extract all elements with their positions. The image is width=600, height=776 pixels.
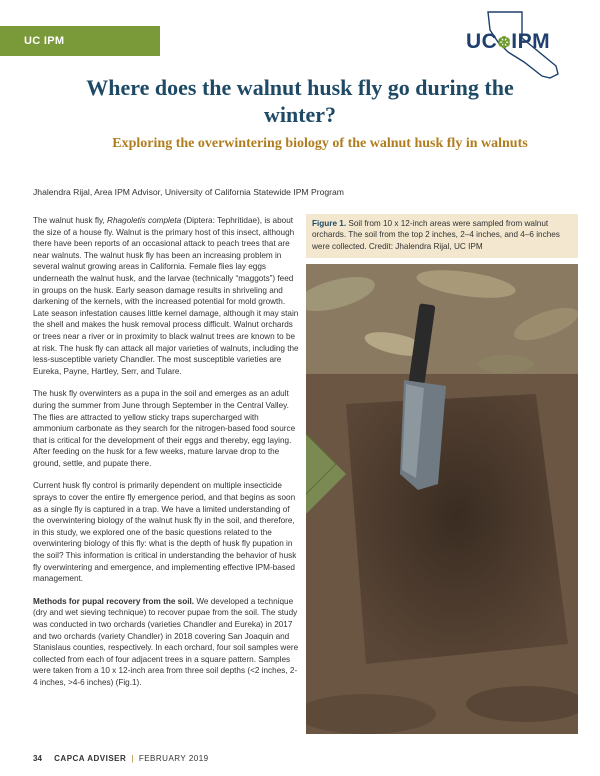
footer-separator: | bbox=[131, 754, 134, 763]
text-run: The walnut husk fly, bbox=[33, 216, 108, 225]
figure-caption bbox=[306, 214, 578, 258]
article-title: Where does the walnut husk fly go during the winter? bbox=[86, 75, 514, 127]
magazine-name: CAPCA ADVISER bbox=[54, 754, 127, 763]
paragraph-methods bbox=[33, 596, 299, 689]
leaf-icon: ❆ bbox=[497, 35, 512, 52]
article-body-column bbox=[33, 215, 299, 700]
paragraph-control: Current husk fly control is primarily dependent on multiple insecticide sprays to cover the entire fly emergence period, and that begins as soon as a single fly is captured in a trap. We have a limited understanding of the overwintering biology of the walnut husk fly in the soil, and therefore, in this study, we explored one of the basic questions related to the overwintering biology of this fly: what is the depth of husk fly pupation in the soil? This information is critical in understanding the behavior of husk fly overwintering and emergence, and implementing effective IPM-based management. bbox=[33, 481, 297, 584]
figure-caption-text: Soil from 10 x 12-inch areas were sampled from walnut orchards. The soil from the top 2 inches, 2–4 inches, and 4–6 inches were collected. Credit: Jhalendra Rijal, UC IPM bbox=[312, 219, 560, 251]
text-run: (Diptera: Tephritidae), is about the size of a house fly. Walnut is the primary host of this insect, although there have been reports of an occasional attack to peach trees that are near walnuts. The walnut husk fly has been an increasing problem in several walnut growing areas in California. Female flies lay eggs underneath the walnut husk, and the larvae (technically “maggots”) feed in groups on the husk. Early season damage results in shriveling and darkening of the kernels, with the increased potential for mold growth. Late season infestation causes little kernel damage, although it may stain the shell and makes the husk removal process difficult. Walnut orchards or trees near a river or in proximity to black walnut trees are known to be at risk. The husk fly can attack all major varieties of walnuts, including the less-susceptible variety Chandler. The most susceptible varieties are Eureka, Payne, Hartley, Serr, and Tulare. bbox=[33, 216, 299, 376]
author-byline: Jhalendra Rijal, Area IPM Advisor, University of California Statewide IPM Program bbox=[33, 187, 344, 197]
figure-label: Figure 1. bbox=[312, 219, 347, 228]
page-footer bbox=[33, 754, 209, 763]
methods-heading: Methods for pupal recovery from the soil. bbox=[33, 596, 195, 606]
species-name: Rhagoletis completa bbox=[107, 216, 182, 225]
paragraph-intro bbox=[33, 215, 299, 377]
paragraph-overwintering: The husk fly overwinters as a pupa in the soil and emerges as an adult during the summer from June through September in the Central Valley. The flies are attracted to yellow sticky traps supercharged with ammonium carbonate as they search for the nitrogen-based food source that is critical for the development of their eggs and thereby, egg laying. After feeding on the husk for a few weeks, mature larvae drop to the ground, settle, and pupate there. bbox=[33, 389, 296, 468]
uc-ipm-logo: UC❆IPM bbox=[466, 30, 551, 53]
issue-date: FEBRUARY 2019 bbox=[138, 754, 209, 763]
section-tag: UC IPM bbox=[0, 26, 160, 56]
article-subtitle: Exploring the overwintering biology of the walnut husk fly in walnuts bbox=[112, 136, 528, 151]
soil-sample-photo bbox=[306, 264, 578, 734]
text-run: We developed a technique (dry and wet sieving technique) to recover pupae from the soil. The study was conducted in two orchards (varieties Chandler and Eureka) in 2017 and two orchards (variety Chandler) in 2018 covering San Joaquin and Stanislaus counties, respectively. In each orchard, four soil samples were collected from each of four adjacent trees in a square pattern. Samples were taken from a 10 x 12-inch area from three soil depths (<2 inches, 2-4 inches, >4-6 inches) (Fig.1). bbox=[33, 596, 299, 687]
page-number: 34 bbox=[33, 754, 42, 763]
